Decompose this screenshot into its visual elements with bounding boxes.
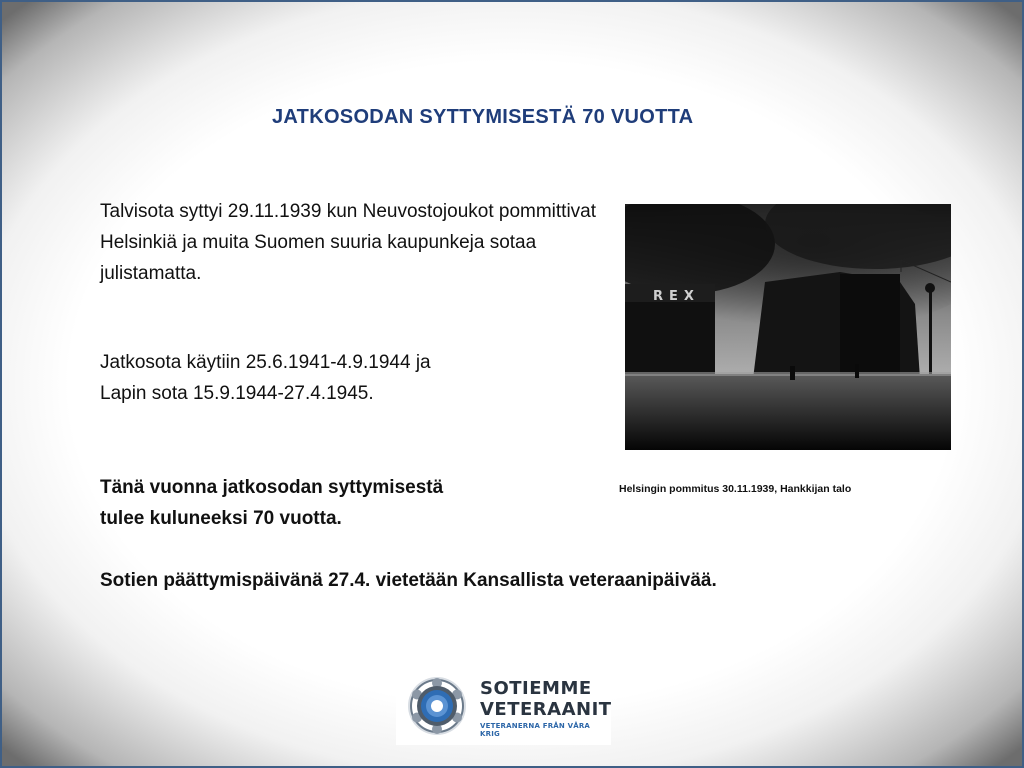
- paragraph-continuation-war-line2: Lapin sota 15.9.1944-27.4.1945.: [100, 383, 374, 404]
- bombing-photo: [625, 204, 951, 450]
- veteran-badge-icon: [396, 668, 476, 745]
- paragraph-continuation-war: [100, 347, 620, 409]
- paragraph-anniversary-line1: Tänä vuonna jatkosodan syttymisestä: [100, 477, 444, 498]
- paragraph-continuation-war-line1: Jatkosota käytiin 25.6.1941-4.9.1944 ja: [100, 352, 431, 373]
- paragraph-anniversary: [100, 472, 580, 534]
- slide-title: JATKOSODAN SYTTYMISESTÄ 70 VUOTTA: [272, 106, 694, 128]
- rex-sign: REX: [653, 289, 700, 304]
- logo-subtitle: VETERANERNA FRÅN VÅRA KRIG: [480, 722, 591, 738]
- photo-caption: Helsingin pommitus 30.11.1939, Hankkijan talo: [619, 483, 852, 495]
- logo-line1: SOTIEMME: [480, 678, 592, 699]
- sotiemme-veteraanit-logo: [396, 668, 611, 745]
- bombing-photo-graphic: [625, 204, 951, 450]
- paragraph-anniversary-line2: tulee kuluneeksi 70 vuotta.: [100, 508, 342, 529]
- paragraph-winter-war: Talvisota syttyi 29.11.1939 kun Neuvostojoukot pommittivat Helsinkiä ja muita Suomen suuria kaupunkeja sotaa julistamatta.: [100, 201, 597, 284]
- logo-line2: VETERAANIT: [480, 699, 612, 720]
- paragraph-veterans-day: Sotien päättymispäivänä 27.4. vietetään Kansallista veteraanipäivää.: [100, 570, 717, 591]
